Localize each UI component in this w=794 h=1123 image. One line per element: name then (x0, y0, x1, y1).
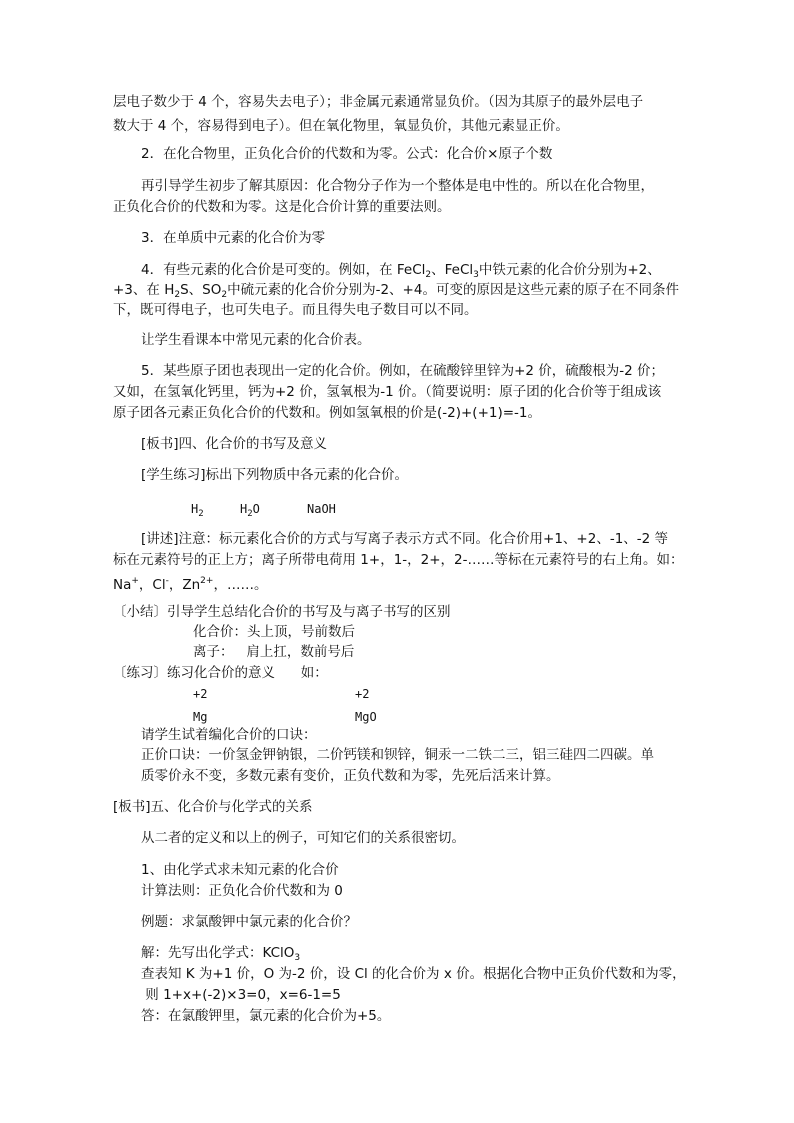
subsection-heading: 1、由化学式求未知元素的化合价 (141, 862, 339, 878)
rule-5-line: 5．某些原子团也表现出一定的化合价。例如，在硫酸锌里锌为+2 价，硫酸根为-2 价； (141, 363, 665, 379)
text: S、SO (180, 282, 222, 298)
formula-h2 (191, 500, 204, 523)
paragraph-line: [讲述]注意：标元素化合价的方式与写离子表示方式不同。化合价用+1、+2、-1、-2 等 (141, 531, 669, 547)
valence-mark: +2 (193, 687, 208, 701)
text: ，Zn (168, 577, 201, 593)
paragraph-line: 数大于 4 个，容易得到电子）。但在氧化物里，氧显负价，其他元素显正价。 (113, 118, 569, 134)
practice-heading: 〔练习〕练习化合价的意义 如： (113, 665, 328, 681)
mnemonic-line: 质零价永不变，多数元素有变价，正负代数和为零，先死后活来计算。 (141, 768, 560, 784)
solution-line: 则 1+x+(-2)×3=0，x=6-1=5 (141, 987, 341, 1003)
mnemonic-line: 正价口诀：一价氢金钾钠银，二价钙镁和钡锌，铜汞一二铁二三，铝三硅四二四碳。单 (141, 747, 654, 763)
text: 解：先写出化学式：KClO (141, 945, 295, 961)
subscript: 3 (294, 953, 301, 963)
subscript: 2 (174, 290, 181, 300)
rule-3: 3．在单质中元素的化合价为零 (141, 230, 326, 246)
text: 中硫元素的化合价分别为-2、+4。可变的原因是这些元素的原子在不同条件 (227, 282, 679, 298)
text: 4．有些元素的化合价是可变的。例如，在 FeCl (141, 262, 426, 278)
symbol-mg: Mg (193, 710, 208, 724)
text: H (240, 502, 248, 516)
text: ，……。 (213, 577, 268, 593)
summary-line: 离子： 肩上扛，数前号后 (193, 644, 355, 660)
text: Na (113, 577, 132, 593)
superscript: + (131, 576, 139, 586)
subscript: 2 (198, 509, 204, 519)
subscript: 2 (221, 290, 228, 300)
paragraph-line: 再引导学生初步了解其原因：化合物分子作为一个整体是电中性的。所以在化合物里， (141, 178, 654, 194)
paragraph-line: 下，既可得电子，也可失电子。而且得失电子数目可以不同。 (113, 302, 478, 318)
valence-mark: +2 (355, 687, 370, 701)
subscript: 2 (425, 270, 432, 280)
formula-mgo: MgO (355, 710, 377, 724)
paragraph-line: 让学生看课本中常见元素的化合价表。 (141, 332, 371, 348)
superscript: - (165, 576, 169, 586)
text: +3、在 H (113, 282, 175, 298)
summary-line: 化合价：头上顶，号前数后 (193, 624, 355, 640)
rule-2: 2．在化合物里，正负化合价的代数和为零。公式：化合价×原子个数 (141, 146, 553, 162)
paragraph-line: 层电子数少于 4 个，容易失去电子）；非金属元素通常显负价。（因为其原子的最外层电子 (113, 94, 644, 110)
text: 中铁元素的化合价分别为+2、 (478, 262, 661, 278)
text: H (191, 502, 199, 516)
solution-line (141, 944, 300, 967)
section-heading: [板书]五、化合价与化学式的关系 (113, 799, 313, 815)
paragraph-line: 请学生试着编化合价的口诀： (141, 727, 317, 743)
paragraph-line: 标在元素符号的正上方；离子所带电荷用 1+，1-，2+，2-……等标在元素符号的右上角。如： (113, 552, 684, 568)
answer-line: 答：在氯酸钾里，氯元素的化合价为+5。 (141, 1008, 391, 1024)
ion-examples (113, 572, 267, 594)
formula-h2o (240, 500, 260, 523)
paragraph-line: 又如，在氢氧化钙里，钙为+2 价，氢氧根为-1 价。（简要说明：原子团的化合价等于组成该 (113, 384, 662, 400)
text: 、FeCl (431, 262, 474, 278)
paragraph-line: 正负化合价的代数和为零。这是化合价计算的重要法则。 (113, 199, 451, 215)
paragraph-line: 从二者的定义和以上的例子，可知它们的关系很密切。 (141, 830, 465, 846)
text: O (252, 502, 260, 516)
subscript: 3 (473, 270, 479, 280)
example-question: 例题：求氯酸钾中氯元素的化合价？ (141, 914, 357, 930)
exercise-prompt: [学生练习]标出下列物质中各元素的化合价。 (141, 467, 409, 483)
superscript: 2+ (200, 576, 214, 586)
section-heading: [板书]四、化合价的书写及意义 (141, 436, 328, 452)
solution-line: 查表知 K 为+1 价，O 为-2 价，设 Cl 的化合价为 x 价。根据化合物中正负价代数和为零， (141, 966, 686, 982)
formula-naoh: NaOH (307, 502, 336, 516)
paragraph-line: 计算法则：正负化合价代数和为 0 (141, 883, 343, 899)
subscript: 2 (247, 509, 253, 519)
paragraph-line: 原子团各元素正负化合价的代数和。例如氢氧根的价是(-2)+(+1)=-1。 (113, 405, 542, 421)
summary-heading: 〔小结〕引导学生总结化合价的书写及与离子书写的区别 (113, 604, 451, 620)
text: ，Cl (138, 577, 166, 593)
